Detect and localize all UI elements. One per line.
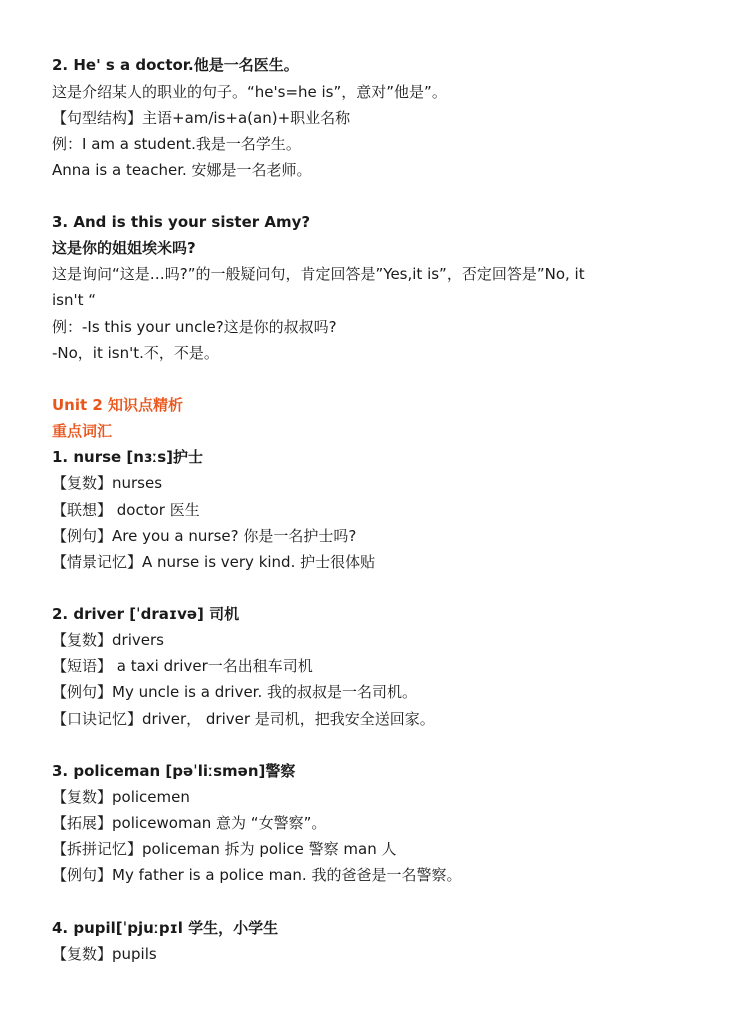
word-detail: 【拓展】policewoman 意为 “女警察”。 [52,814,327,832]
explanation-text: isn't “ [52,291,97,309]
word-detail: 【复数】drivers [52,631,164,649]
word-heading: 3. policeman [pəˈliːsmən]警察 [52,762,296,780]
word-detail: 【联想】 doctor 医生 [52,501,200,519]
word-detail: 【短语】 a taxi driver一名出租车司机 [52,657,313,675]
example-text: -No，it isn't.不，不是。 [52,344,219,362]
word-heading: 2. driver [ˈdraɪvə] 司机 [52,605,240,623]
word-heading: 1. nurse [nɜːs]护士 [52,448,203,466]
explanation-text: 这是介绍某人的职业的句子。“he's=he is”，意对”他是”。 [52,83,447,101]
word-detail: 【口诀记忆】driver， driver 是司机，把我安全送回家。 [52,710,435,728]
unit-subtitle: 重点词汇 [52,422,113,440]
word-detail: 【例句】My uncle is a driver. 我的叔叔是一名司机。 [52,683,418,701]
section-heading: 3. And is this your sister Amy? [52,213,311,231]
pattern-text: 【句型结构】主语+am/is+a(an)+职业名称 [52,109,351,127]
word-detail: 【复数】policemen [52,788,190,806]
section-heading-translation: 这是你的姐姐埃米吗? [52,239,196,257]
unit-title: Unit 2 知识点精析 [52,396,184,414]
word-detail: 【例句】My father is a police man. 我的爸爸是一名警察。 [52,866,462,884]
word-heading: 4. pupil[ˈpjuːpɪl 学生，小学生 [52,919,279,937]
example-text: 例：-Is this your uncle?这是你的叔叔吗? [52,318,337,336]
example-text: Anna is a teacher. 安娜是一名老师。 [52,161,312,179]
explanation-text: 这是询问“这是…吗?”的一般疑问句，肯定回答是”Yes,it is”，否定回答是”No, it [52,265,585,283]
word-detail: 【复数】pupils [52,945,157,963]
word-detail: 【复数】nurses [52,474,163,492]
word-detail: 【拆拼记忆】policeman 拆为 police 警察 man 人 [52,840,397,858]
section-heading: 2. He' s a doctor.他是一名医生。 [52,56,299,74]
word-detail: 【例句】Are you a nurse? 你是一名护士吗? [52,527,357,545]
word-detail: 【情景记忆】A nurse is very kind. 护士很体贴 [52,553,376,571]
example-text: 例：I am a student.我是一名学生。 [52,135,301,153]
